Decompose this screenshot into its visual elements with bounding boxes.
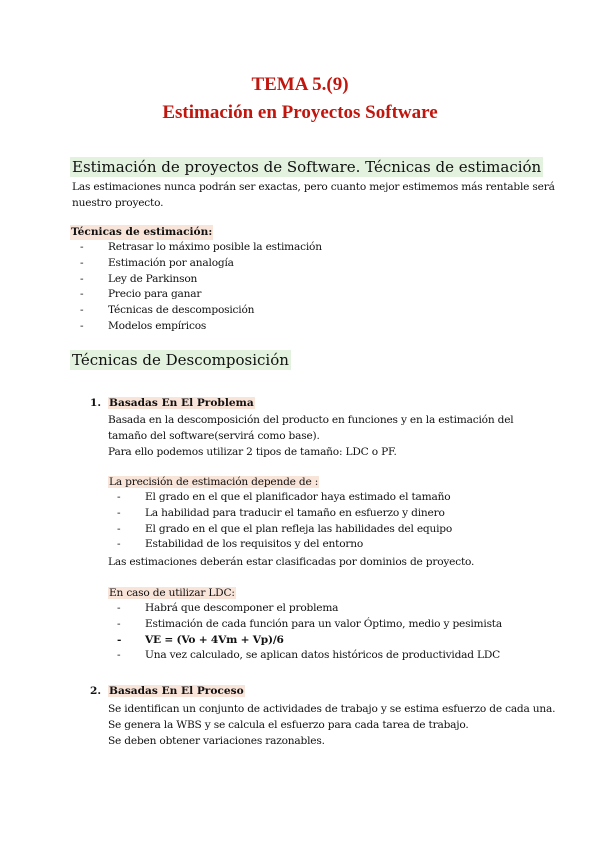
list-item: - Modelos empíricos [108,319,322,335]
intro-line-1: Las estimaciones nunca podrán ser exactas, pero cuanto mejor estimemos más rentable será [72,181,555,193]
item1-line-1: Basada en la descomposición del producto en funciones y en la estimación del [108,414,514,426]
ldc-label: En caso de utilizar LDC: [109,587,235,599]
item2-line-3: Se deben obtener variaciones razonables. [108,735,325,747]
list-item: - Estimación de cada función para un valor Óptimo, medio y pesimista [145,617,502,633]
techniques-list [108,240,322,335]
document-title: TEMA 5.(9) [251,74,349,95]
item1-line-3: Para ello podemos utilizar 2 tipos de tamaño: LDC o PF. [108,446,397,458]
precision-label: La precisión de estimación depende de : [109,476,319,488]
list-item: - Técnicas de descomposición [108,303,322,319]
formula-item: - VE = (Vo + 4Vm + Vp)/6 [145,633,502,649]
section-heading-estimacion: Estimación de proyectos de Software. Técnicas de estimación [72,158,542,176]
list-item: - Una vez calculado, se aplican datos históricos de productividad LDC [145,648,502,664]
item1-number: 1. [90,397,102,409]
list-item: - Ley de Parkinson [108,272,322,288]
item1-title: Basadas En El Problema [109,397,254,409]
list-item: - Retrasar lo máximo posible la estimación [108,240,322,256]
list-item: - Estabilidad de los requisitos y del entorno [145,537,452,553]
ldc-label-row [108,585,236,601]
document-subtitle: Estimación en Proyectos Software [162,102,438,123]
classification-line: Las estimaciones deberán estar clasificadas por dominios de proyecto. [108,556,475,568]
item1-line-2: tamaño del software(servirá como base). [108,430,320,442]
item2-line-2: Se genera la WBS y se calcula el esfuerzo para cada tarea de trabajo. [108,719,469,731]
list-item: - El grado en el que el planificador haya estimado el tamaño [145,490,452,506]
item2-number: 2. [90,685,102,697]
list-item: - Precio para ganar [108,287,322,303]
precision-list [145,490,452,553]
techniques-label: Técnicas de estimación: [71,226,213,238]
item2-title: Basadas En El Proceso [109,685,244,697]
list-item: - El grado en el que el plan refleja las habilidades del equipo [145,522,452,538]
precision-label-row [108,474,319,490]
list-item: - Habrá que descomponer el problema [145,601,502,617]
item2-heading [90,683,245,699]
list-item: - La habilidad para traducir el tamaño en esfuerzo y dinero [145,506,452,522]
item1-heading [90,395,255,411]
intro-line-2: nuestro proyecto. [72,197,164,209]
section-heading-descomposicion: Técnicas de Descomposición [72,351,289,369]
list-item: - Estimación por analogía [108,256,322,272]
item2-line-1: Se identifican un conjunto de actividades de trabajo y se estima esfuerzo de cada una. [108,703,556,715]
ldc-list [145,601,502,664]
